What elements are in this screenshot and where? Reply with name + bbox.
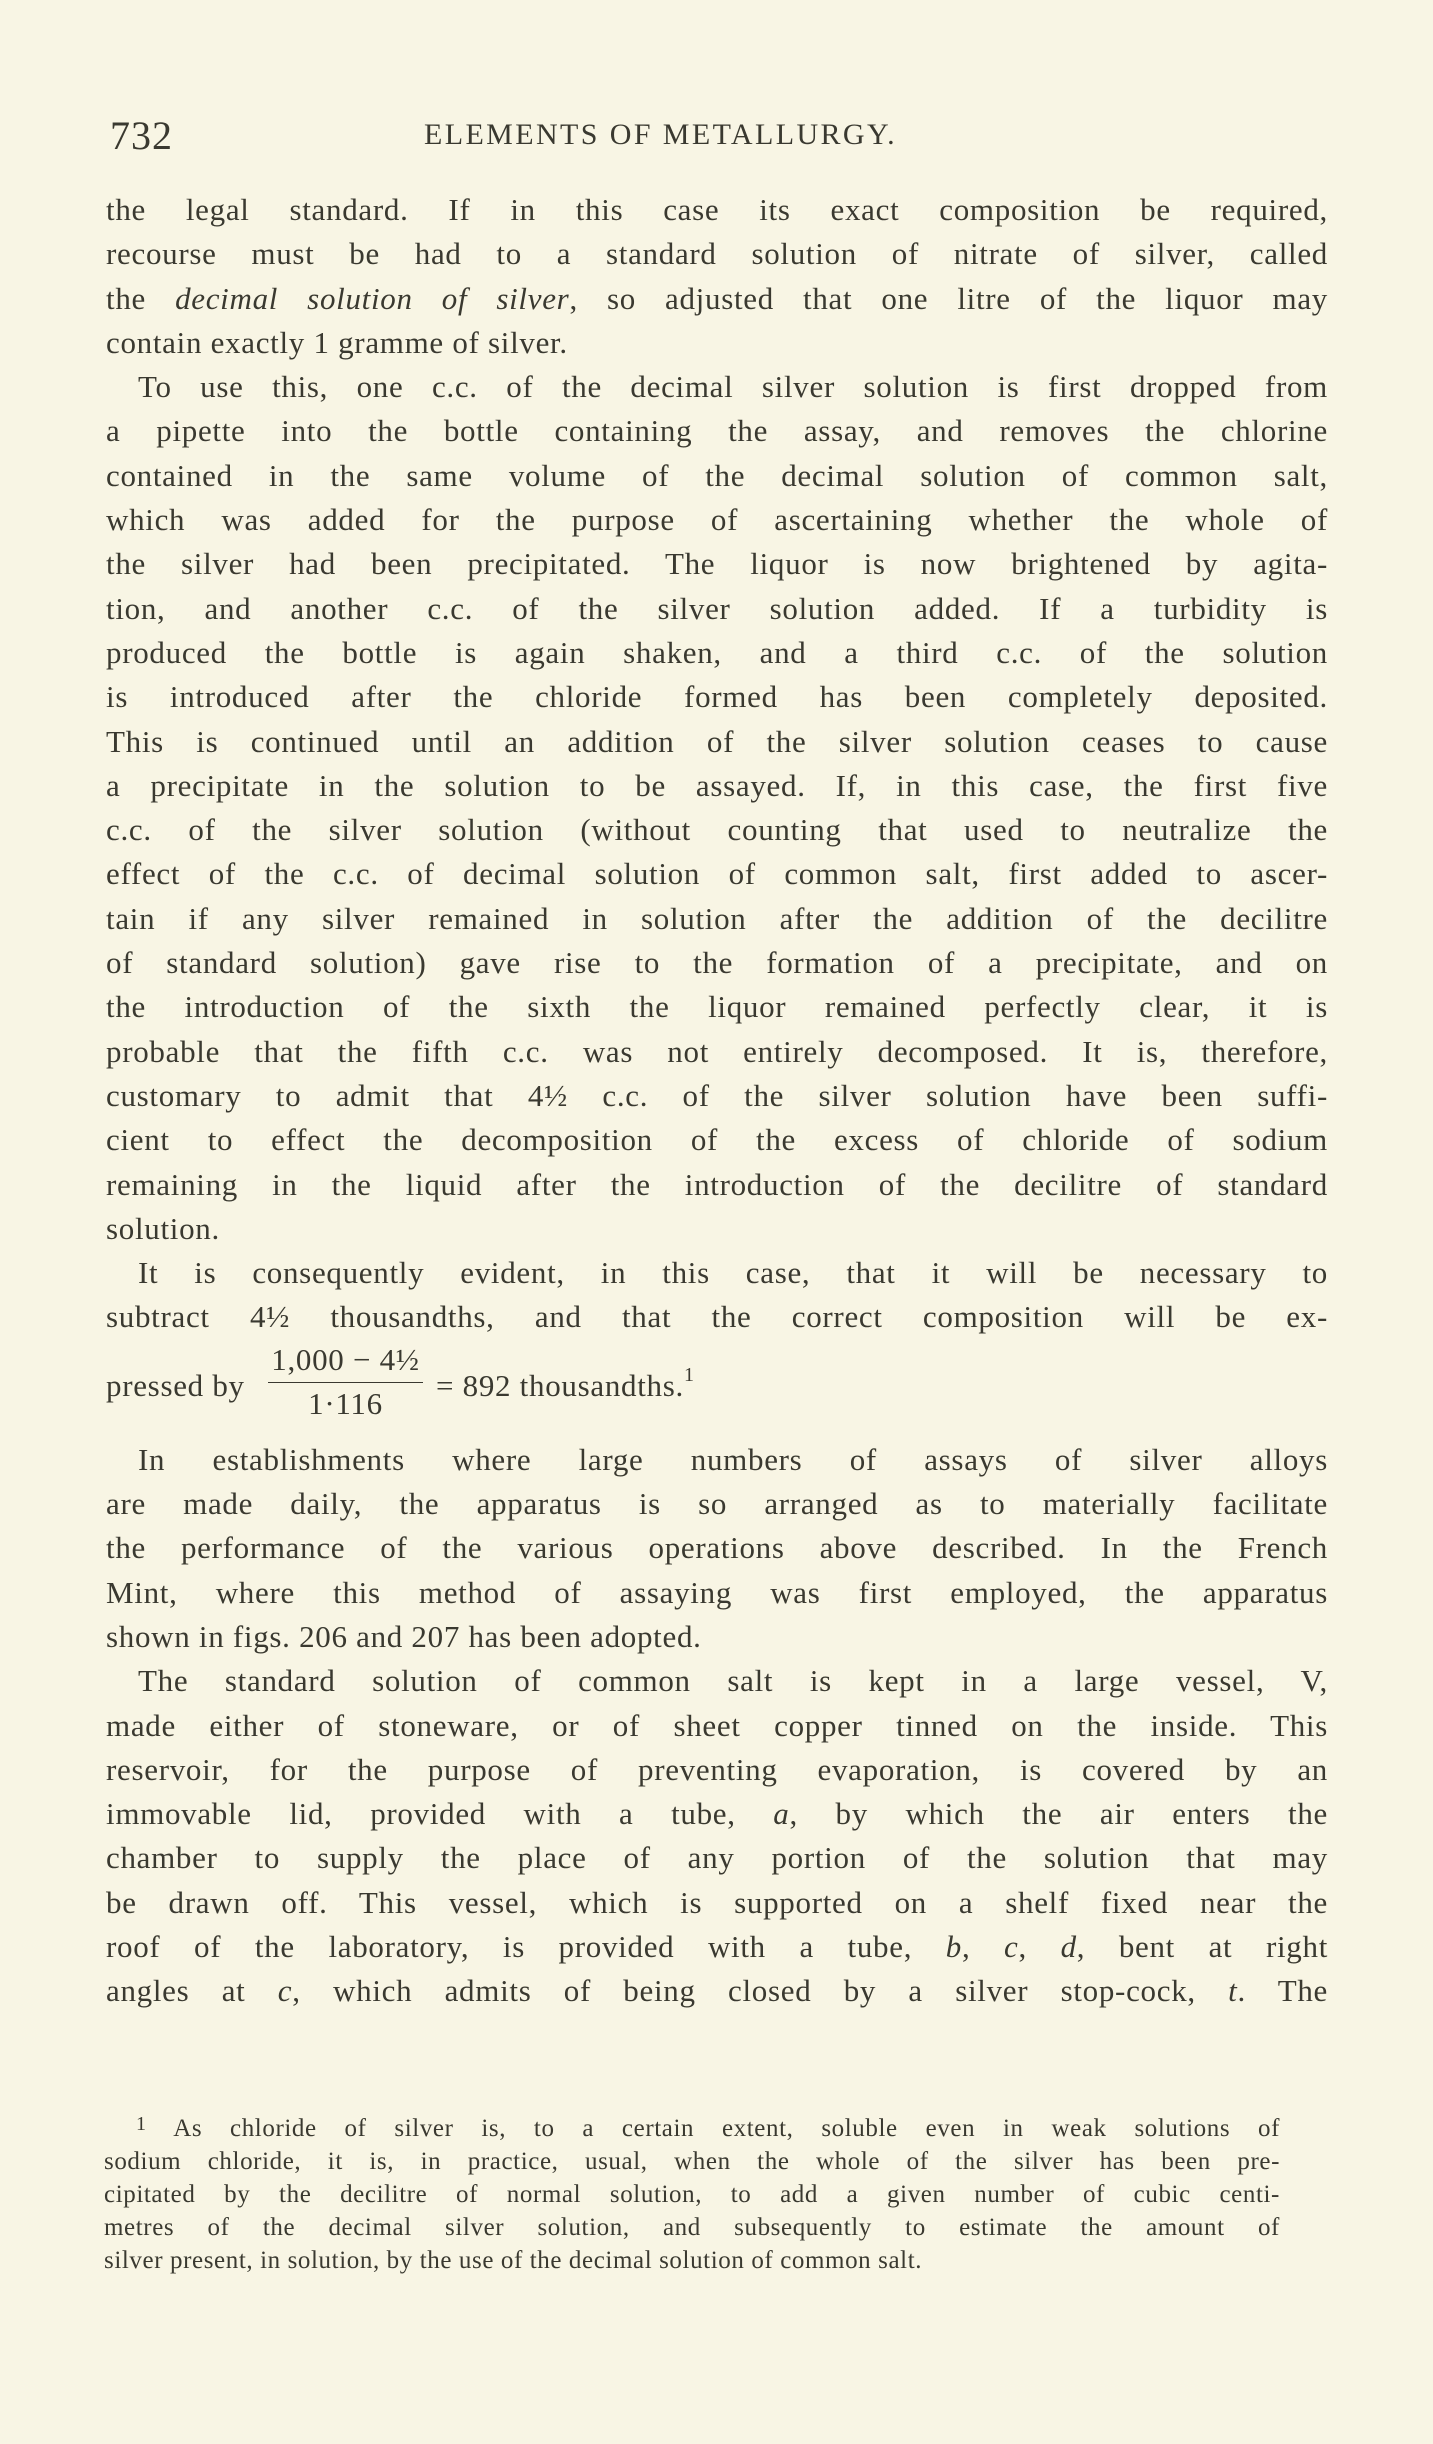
text-line	[106, 720, 1328, 764]
text-segment: ,	[961, 1928, 1005, 1964]
text-segment: made either of stoneware, or of sheet copper tinned on the inside. This	[106, 1707, 1328, 1743]
text-segment: the silver had been precipitated. The liquor is now brightened by agita-	[106, 546, 1328, 582]
text-segment: subtract 4½ thousandths, and that the correct composition will be ex-	[106, 1299, 1328, 1335]
footnote-line	[104, 2211, 1280, 2244]
text-segment: solution.	[106, 1210, 220, 1246]
text-line	[106, 1074, 1328, 1118]
text-segment: . The	[1237, 1973, 1328, 2009]
text-line	[106, 232, 1328, 276]
footnote-line	[104, 2112, 1280, 2145]
footnote-text: metres of the decimal silver solution, and subsequently to estimate the amount of	[104, 2214, 1280, 2241]
text-line	[106, 1526, 1328, 1570]
footnote-text: silver present, in solution, by the use of the decimal solution of common salt.	[104, 2247, 923, 2274]
text-segment: probable that the fifth c.c. was not entirely decomposed. It is, therefore,	[106, 1033, 1328, 1069]
footnote	[104, 2112, 1280, 2277]
page-number: 732	[110, 113, 173, 158]
footnote-reference[interactable]: 1	[683, 1363, 695, 1386]
text-line	[106, 321, 1328, 365]
fraction-bar	[268, 1382, 423, 1383]
text-segment: a precipitate in the solution to be assayed. If, in this case, the first five	[106, 767, 1328, 803]
text-line	[106, 897, 1328, 941]
text-line	[106, 808, 1328, 852]
text-segment: tain if any silver remained in solution after the addition of the decilitre	[106, 900, 1328, 936]
text-line	[106, 1030, 1328, 1074]
paragraph	[106, 1659, 1328, 2013]
text-line	[106, 1163, 1328, 1207]
fraction-numerator: 1,000 − 4½	[271, 1341, 420, 1377]
paragraph	[106, 1438, 1328, 1659]
text-segment: It is consequently evident, in this case, that it will be necessary to	[138, 1255, 1328, 1291]
text-line	[106, 1792, 1328, 1836]
text-line	[106, 409, 1328, 453]
text-segment: a pipette into the bottle containing the assay, and removes the chlorine	[106, 413, 1328, 449]
formula-result-text: = 892 thousandths.	[436, 1367, 684, 1403]
text-line	[106, 1881, 1328, 1925]
text-segment: , bent at right	[1076, 1928, 1329, 1964]
text-segment: of standard solution) gave rise to the formation of a precipitate, and on	[106, 945, 1328, 981]
text-line	[106, 1438, 1328, 1482]
text-segment: cient to effect the decomposition of the excess of chloride of sodium	[106, 1122, 1328, 1158]
text-line	[106, 1207, 1328, 1251]
text-line	[106, 277, 1328, 321]
text-segment: the legal standard. If in this case its exact composition be required,	[106, 192, 1328, 227]
text-segment: tion, and another c.c. of the silver solution added. If a turbidity is	[106, 590, 1328, 626]
text-segment: roof of the laboratory, is provided with a tube,	[106, 1928, 946, 1964]
text-segment: produced the bottle is again shaken, and a third c.c. of the solution	[106, 634, 1328, 670]
text-segment: The standard solution of common salt is kept in a large vessel, V,	[138, 1663, 1328, 1699]
text-line	[106, 1836, 1328, 1880]
text-segment: be drawn off. This vessel, which is supported on a shelf fixed near the	[106, 1884, 1328, 1920]
italic-text: t	[1228, 1973, 1238, 2009]
text-segment: ,	[1018, 1928, 1061, 1964]
text-line	[106, 1251, 1328, 1295]
text-line	[106, 764, 1328, 808]
text-line	[106, 454, 1328, 498]
text-segment: which was added for the purpose of ascertaining whether the whole of	[106, 502, 1328, 538]
text-line	[106, 631, 1328, 675]
text-segment: effect of the c.c. of decimal solution of common salt, first added to ascer-	[106, 856, 1328, 892]
text-segment: the introduction of the sixth the liquor remained perfectly clear, it is	[106, 989, 1328, 1025]
footnote-line	[104, 2145, 1280, 2178]
italic-text: a	[773, 1796, 790, 1832]
text-segment: contain exactly 1 gramme of silver.	[106, 324, 568, 360]
text-line	[106, 1571, 1328, 1615]
footnote-text: As chloride of silver is, to a certain extent, soluble even in weak solutions of	[173, 2115, 1280, 2142]
text-line	[106, 1482, 1328, 1526]
text-segment: are made daily, the apparatus is so arranged as to materially facilitate	[106, 1486, 1328, 1522]
text-segment: angles at	[106, 1973, 278, 2009]
text-segment: , so adjusted that one litre of the liquor may	[569, 280, 1328, 316]
text-segment: is introduced after the chloride formed has been completely deposited.	[106, 679, 1328, 715]
footnote-mark: 1	[136, 2113, 174, 2135]
text-segment: To use this, one c.c. of the decimal silver solution is first dropped from	[138, 369, 1328, 405]
text-segment: In establishments where large numbers of assays of silver alloys	[138, 1441, 1328, 1477]
text-line	[106, 365, 1328, 409]
paragraph	[106, 1251, 1328, 1340]
text-line	[106, 188, 1328, 232]
text-segment: chamber to supply the place of any portion of the solution that may	[106, 1840, 1328, 1876]
text-line	[106, 1659, 1328, 1703]
text-segment: immovable lid, provided with a tube,	[106, 1796, 774, 1832]
text-segment: , by which the air enters the	[789, 1796, 1328, 1832]
italic-text: b	[945, 1928, 962, 1964]
formula-line	[106, 1340, 1328, 1438]
footnote-line	[104, 2178, 1280, 2211]
text-line	[106, 498, 1328, 542]
text-line	[106, 1969, 1328, 2013]
text-segment: customary to admit that 4½ c.c. of the silver solution have been suffi-	[106, 1077, 1328, 1113]
italic-text: c	[1004, 1928, 1019, 1964]
text-segment: contained in the same volume of the decimal solution of common salt,	[106, 457, 1328, 493]
paragraph	[106, 365, 1328, 1251]
formula-result	[436, 1363, 695, 1404]
text-segment: remaining in the liquid after the introduction of the decilitre of standard	[106, 1166, 1328, 1202]
text-segment: c.c. of the silver solution (without counting that used to neutralize the	[106, 812, 1328, 848]
footnote-text: cipitated by the decilitre of normal solution, to add a given number of cubic centi-	[104, 2181, 1280, 2208]
running-title: ELEMENTS OF METALLURGY.	[424, 118, 898, 151]
italic-text: c	[277, 1973, 293, 2009]
text-segment: shown in figs. 206 and 207 has been adopted.	[106, 1618, 702, 1654]
text-line	[106, 1615, 1328, 1659]
text-line	[106, 1704, 1328, 1748]
text-line	[106, 1295, 1328, 1339]
formula-lead: pressed by	[106, 1367, 245, 1403]
footnote-text: sodium chloride, it is, in practice, usual, when the whole of the silver has been pre-	[104, 2148, 1280, 2175]
text-line	[106, 941, 1328, 985]
fraction-denominator: 1·116	[308, 1385, 383, 1421]
text-segment: recourse must be had to a standard solution of nitrate of silver, called	[106, 236, 1328, 272]
fraction	[268, 1340, 423, 1423]
text-segment: the performance of the various operations above described. In the French	[106, 1530, 1328, 1566]
footnote-line	[104, 2244, 1280, 2277]
text-segment: reservoir, for the purpose of preventing evaporation, is covered by an	[106, 1751, 1328, 1787]
text-line	[106, 985, 1328, 1029]
text-line	[106, 542, 1328, 586]
italic-text: decimal solution of silver	[175, 280, 570, 316]
paragraph	[106, 188, 1328, 365]
text-line	[106, 587, 1328, 631]
paragraphs-after-formula	[106, 1438, 1328, 2014]
body-text	[106, 188, 1328, 2014]
paragraphs-before-formula	[106, 188, 1328, 1340]
text-segment: This is continued until an addition of the silver solution ceases to cause	[106, 723, 1328, 759]
text-line	[106, 1925, 1328, 1969]
text-segment: Mint, where this method of assaying was first employed, the apparatus	[106, 1574, 1328, 1610]
italic-text: d	[1060, 1928, 1077, 1964]
text-segment: the	[106, 280, 176, 316]
text-line	[106, 1748, 1328, 1792]
text-line	[106, 675, 1328, 719]
text-line	[106, 1118, 1328, 1162]
text-segment: , which admits of being closed by a silver stop-cock,	[292, 1973, 1229, 2009]
text-line	[106, 852, 1328, 896]
